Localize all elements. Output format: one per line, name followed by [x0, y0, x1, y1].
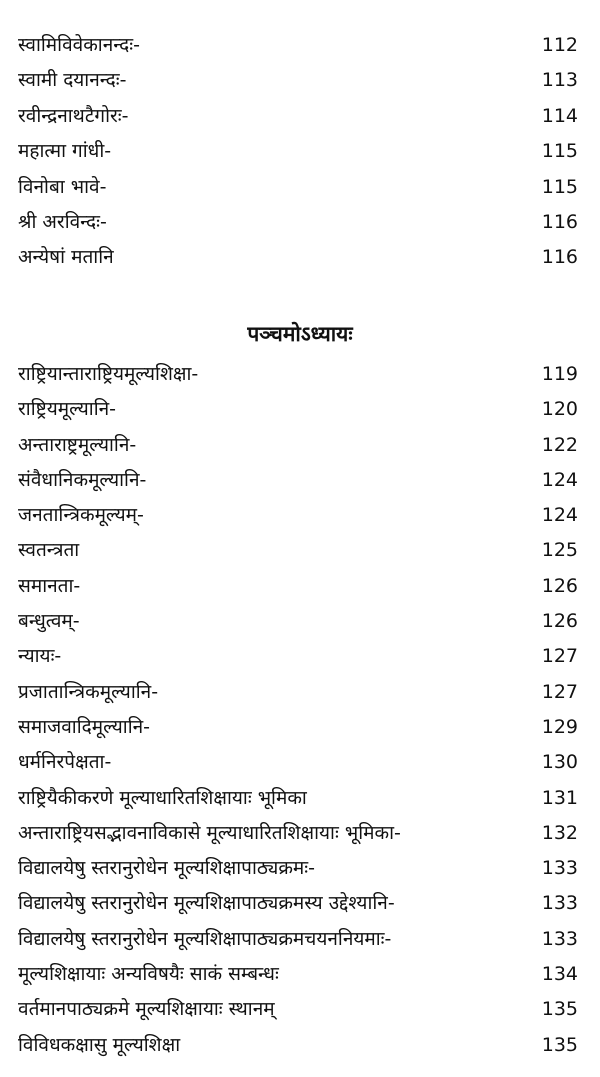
toc-row: [18, 992, 578, 1027]
toc-entry-page: 116: [541, 246, 578, 269]
toc-entry-page: 133: [541, 892, 578, 915]
toc-entry-page: 133: [541, 927, 578, 950]
toc-row: [18, 957, 578, 992]
toc-entry-page: 113: [541, 69, 578, 92]
toc-row: [18, 569, 578, 604]
toc-entry-title: अन्ताराष्ट्रमूल्यानि-: [18, 433, 137, 456]
toc-entry-title: जनतान्त्रिकमूल्यम्-: [18, 504, 144, 527]
toc-row: [18, 134, 578, 169]
toc-entry-title: बन्धुत्वम्-: [18, 610, 80, 633]
toc-entry-title: श्री अरविन्दः-: [18, 210, 107, 233]
toc-row: [18, 1028, 578, 1063]
toc-entry-page: 133: [541, 857, 578, 880]
toc-row: [18, 428, 578, 463]
toc-entry-title: स्वतन्त्रता: [18, 539, 80, 562]
toc-entry-title: स्वामिविवेकानन्दः-: [18, 34, 140, 56]
toc-entry-page: 114: [541, 104, 578, 127]
toc-entry-page: 116: [541, 210, 578, 233]
toc-row: [18, 63, 578, 98]
toc-entry-title: अन्ताराष्ट्रियसद्भावनाविकासे मूल्याधारितशिक्षायाः भूमिका-: [18, 821, 401, 844]
toc-row: [18, 99, 578, 134]
toc-entry-title: विद्यालयेषु स्तरानुरोधेन मूल्यशिक्षापाठ्यक्रमस्य उद्देश्यानि-: [18, 892, 395, 915]
toc-row: [18, 745, 578, 780]
toc-entry-page: 126: [541, 610, 578, 633]
toc-entry-title: समाजवादिमूल्यानि-: [18, 715, 151, 738]
toc-entry-page: 127: [541, 645, 578, 668]
toc-entry-title: महात्मा गांधी-: [18, 140, 112, 163]
toc-row: [18, 639, 578, 674]
toc-entry-title: स्वामी दयानन्दः-: [18, 69, 127, 92]
toc-entry-title: प्रजातान्त्रिकमूल्यानि-: [18, 680, 159, 703]
toc-entry-title: न्यायः-: [18, 645, 62, 668]
toc-entry-title: समानता-: [18, 574, 81, 597]
toc-entry-title: राष्ट्रियैकीकरणे मूल्याधारितशिक्षायाः भूमिका: [18, 786, 307, 809]
toc-section-top: [18, 28, 578, 276]
toc-row: [18, 28, 578, 63]
toc-entry-title: धर्मनिरपेक्षता-: [18, 751, 112, 774]
toc-entry-page: 124: [541, 468, 578, 491]
toc-row: [18, 710, 578, 745]
toc-row: [18, 604, 578, 639]
toc-entry-title: विविधकक्षासु मूल्यशिक्षा: [18, 1033, 181, 1056]
toc-entry-page: 131: [541, 786, 578, 809]
toc-entry-page: 135: [541, 998, 578, 1021]
toc-entry-page: 119: [541, 363, 578, 385]
toc-entry-page: 130: [541, 751, 578, 774]
toc-entry-page: 135: [541, 1033, 578, 1056]
toc-row: [18, 886, 578, 921]
toc-entry-title: अन्येषां मतानि: [18, 246, 114, 269]
toc-entry-page: 115: [541, 175, 578, 198]
toc-entry-page: 126: [541, 574, 578, 597]
toc-entry-page: 125: [541, 539, 578, 562]
chapter-heading: पञ्चमोऽध्यायः: [247, 322, 353, 346]
toc-entry-page: 112: [541, 34, 578, 56]
toc-entry-title: विनोबा भावे-: [18, 175, 107, 198]
toc-row: [18, 205, 578, 240]
toc-row: [18, 463, 578, 498]
toc-row: [18, 675, 578, 710]
toc-entry-page: 122: [541, 433, 578, 456]
toc-row: [18, 170, 578, 205]
toc-entry-title: संवैधानिकमूल्यानि-: [18, 468, 147, 491]
toc-row: [18, 922, 578, 957]
toc-section-bottom: [18, 357, 578, 1063]
toc-entry-page: 127: [541, 680, 578, 703]
toc-row: [18, 498, 578, 533]
toc-row: [18, 357, 578, 392]
toc-entry-page: 132: [541, 821, 578, 844]
toc-entry-page: 129: [541, 715, 578, 738]
toc-row: [18, 781, 578, 816]
toc-entry-title: वर्तमानपाठ्यक्रमे मूल्यशिक्षायाः स्थानम्: [18, 998, 275, 1021]
toc-row: [18, 851, 578, 886]
toc-entry-title: मूल्यशिक्षायाः अन्यविषयैः साकं सम्बन्धः: [18, 963, 279, 986]
toc-row: [18, 816, 578, 851]
toc-row: [18, 533, 578, 568]
toc-entry-title: रवीन्द्रनाथटैगोरः-: [18, 104, 129, 127]
toc-entry-title: राष्ट्रियान्ताराष्ट्रियमूल्यशिक्षा-: [18, 363, 199, 385]
toc-row: [18, 392, 578, 427]
toc-entry-page: 134: [541, 963, 578, 986]
toc-row: [18, 240, 578, 275]
toc-entry-page: 124: [541, 504, 578, 527]
toc-entry-page: 115: [541, 140, 578, 163]
toc-entry-title: राष्ट्रियमूल्यानि-: [18, 398, 117, 421]
toc-entry-title: विद्यालयेषु स्तरानुरोधेन मूल्यशिक्षापाठ्यक्रमचयननियमाः-: [18, 927, 392, 950]
toc-entry-page: 120: [541, 398, 578, 421]
toc-entry-title: विद्यालयेषु स्तरानुरोधेन मूल्यशिक्षापाठ्यक्रमः-: [18, 857, 315, 880]
